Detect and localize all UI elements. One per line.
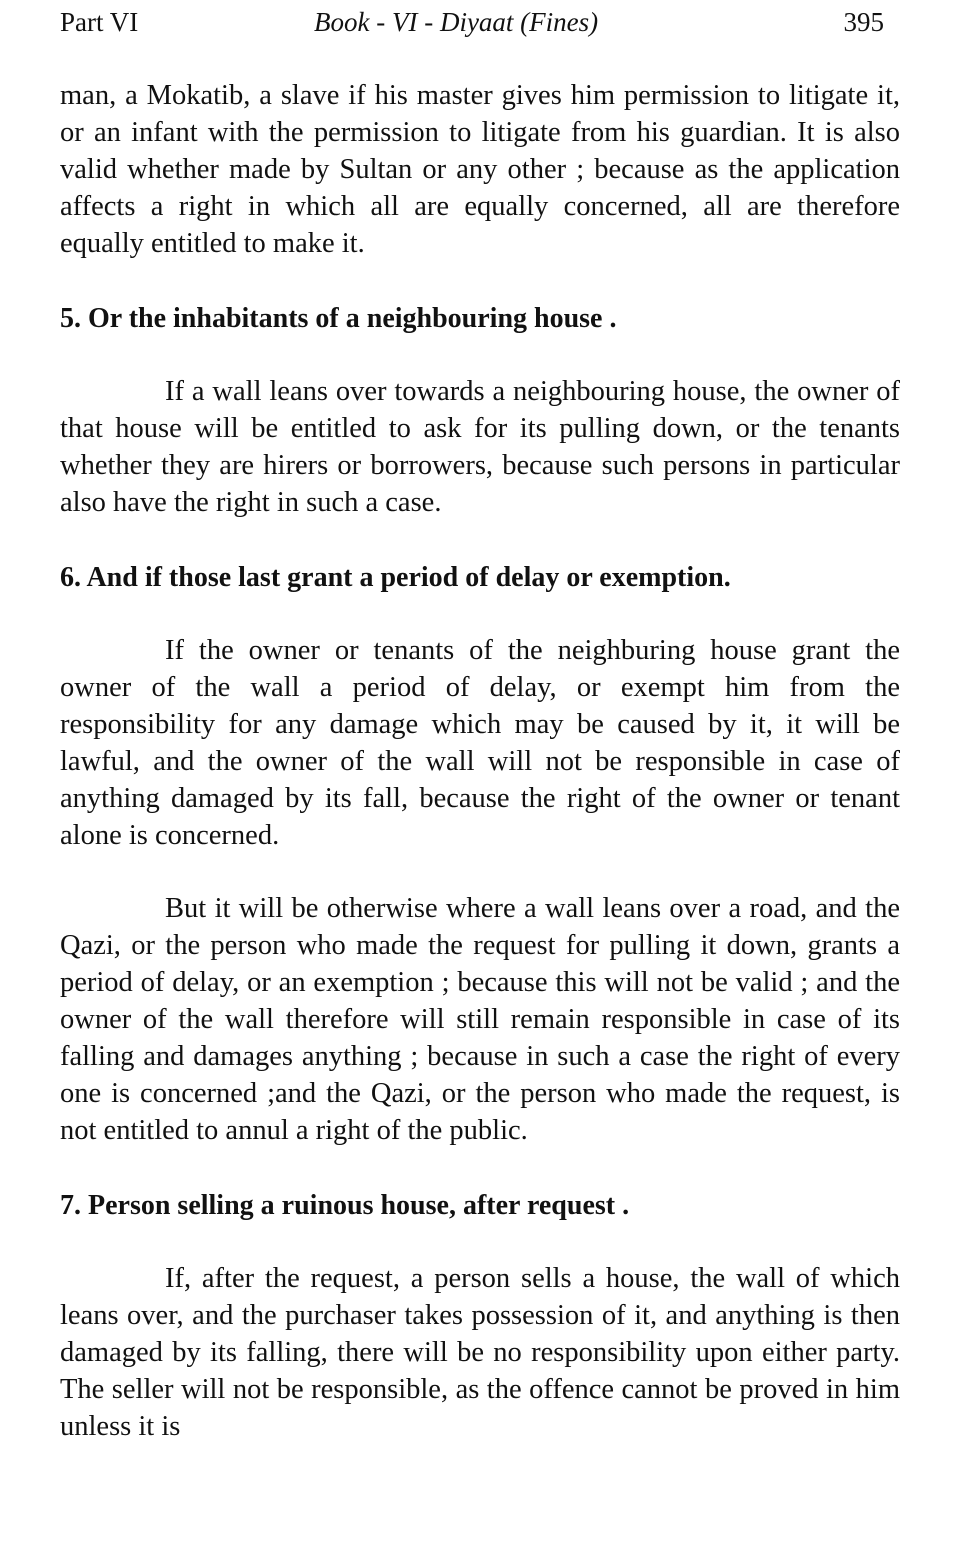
paragraph-section-6b: But it will be otherwise where a wall leans over a road, and the Qazi, or the person who made the request for pulling it down, grants a period of delay, or an exemption ; because this will not be valid ; and the owner of the wall therefore will still remain responsible in case of its falling and damages anything ; because in such a case the right of every one is concerned ;and the Qazi, or the person who made the request, is not entitled to annul a right of the public. bbox=[60, 893, 900, 1146]
heading-section-6: 6. And if those last grant a period of delay or exemption. bbox=[60, 562, 731, 593]
paragraph-section-5: If a wall leans over towards a neighbouring house, the owner of that house will be entitled to ask for its pulling down, or the tenants whether they are hirers or borrowers, because such persons in particular also have the right in such a case. bbox=[60, 376, 900, 518]
running-header bbox=[60, 0, 900, 44]
page-number: 395 bbox=[843, 7, 884, 37]
paragraph-section-7: If, after the request, a person sells a house, the wall of which leans over, and the purchaser takes possession of it, and anything is then damaged by its falling, there will be no responsibility upon either party. The seller will not be responsible, as the offence cannot be proved in him unless it is bbox=[60, 1263, 900, 1442]
heading-section-7: 7. Person selling a ruinous house, after request . bbox=[60, 1190, 630, 1221]
book-page bbox=[60, 0, 900, 1445]
header-part: Part VI bbox=[60, 7, 139, 37]
paragraph-continued: man, a Mokatib, a slave if his master gives him permission to litigate it, or an infant with the permission to litigate from his guardian. It is also valid whether made by Sultan or any other ; because as the application affects a right in which all are equally concerned, all are therefore equally entitled to make it. bbox=[60, 80, 900, 259]
header-book-title: Book - VI - Diyaat (Fines) bbox=[314, 7, 599, 37]
paragraph-section-6a: If the owner or tenants of the neighburing house grant the owner of the wall a period of delay, or exempt him from the responsibility for any damage which may be caused by it, it will be lawful, and the owner of the wall will not be responsible in case of anything damaged by its fall, because the right of the owner or tenant alone is concerned. bbox=[60, 635, 900, 851]
heading-section-5: 5. Or the inhabitants of a neighbouring house . bbox=[60, 303, 617, 334]
